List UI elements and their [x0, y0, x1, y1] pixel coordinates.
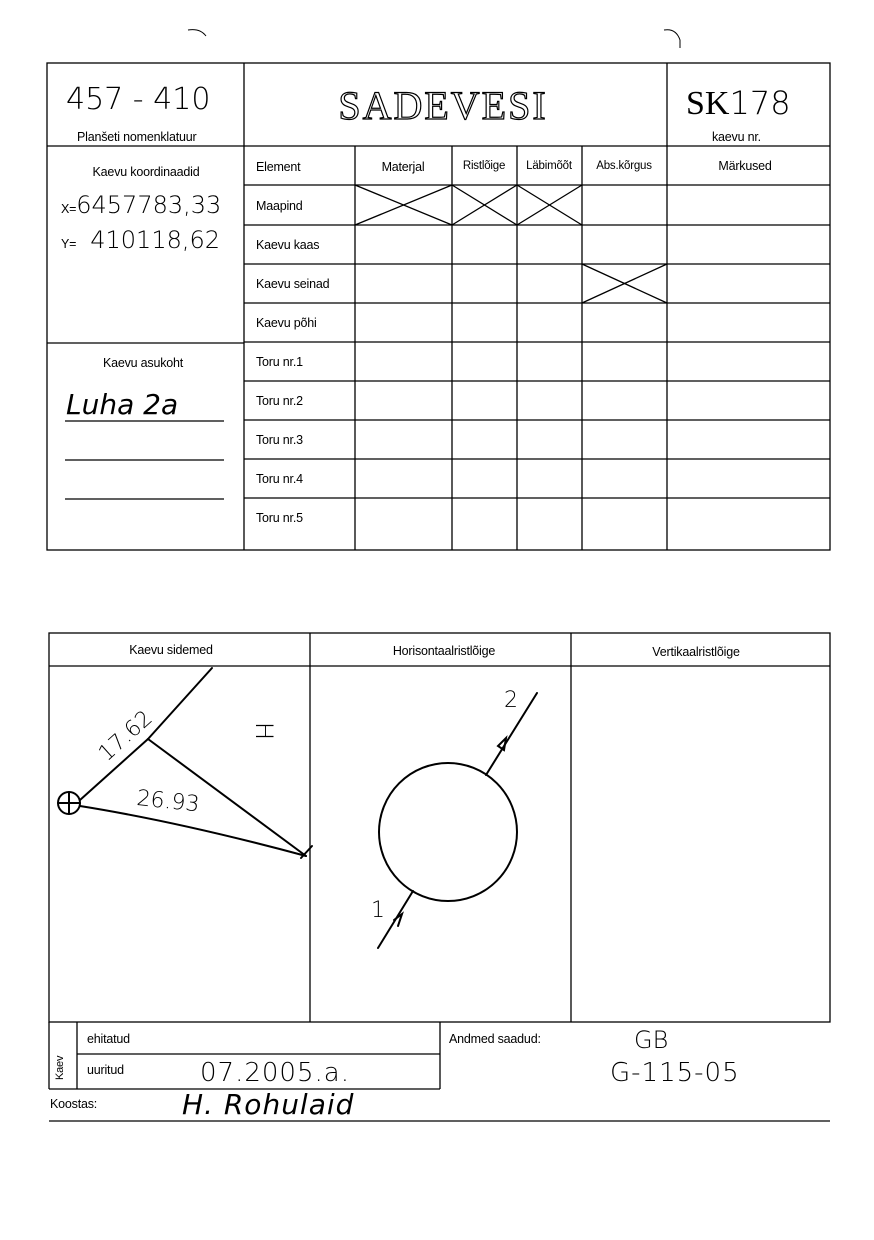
distance-label-2: 26.93 [135, 786, 201, 818]
compiled-by-label: Koostas: [50, 1097, 98, 1111]
distance-label-1: 17.62 [94, 705, 158, 767]
well-number-label: kaevu nr. [712, 130, 761, 144]
coordinate-x-label: X= [61, 202, 77, 216]
table-row-ground: Maapind [256, 199, 303, 213]
table-row-pipe-2: Toru nr.2 [256, 394, 303, 408]
surveyed-label: uuritud [87, 1063, 124, 1077]
section-links-label: Kaevu sidemed [129, 643, 213, 657]
table-row-pipe-3: Toru nr.3 [256, 433, 303, 447]
table-row-pipe-1: Toru nr.1 [256, 355, 303, 369]
table-header-cross-section: Ristlõige [462, 160, 506, 172]
section-vertical-label: Vertikaalristlõige [652, 645, 740, 659]
table-header-element: Element [256, 160, 301, 174]
table-row-well-lid: Kaevu kaas [256, 238, 320, 252]
data-received-value-1: GB [634, 1026, 669, 1054]
coordinate-x-value: 6457783,33 [76, 191, 222, 219]
location-value: Luha 2a [66, 388, 179, 421]
data-received-value-2: G-115-05 [610, 1058, 740, 1088]
location-label: Kaevu asukoht [102, 356, 184, 370]
plan-code-value: 457 - 410 [66, 82, 211, 117]
data-received-label: Andmed saadud: [449, 1032, 541, 1046]
table-row-well-walls: Kaevu seinad [256, 277, 330, 291]
table-header-diameter: Läbimõõt [526, 160, 572, 172]
table-header-abs-height: Abs.kõrgus [596, 160, 652, 172]
table-header-notes: Märkused [718, 159, 772, 173]
built-label: ehitatud [87, 1032, 130, 1046]
well-side-label: Kaev [54, 1055, 66, 1080]
section-horizontal-label: Horisontaalristlõige [392, 644, 496, 658]
table-row-well-bottom: Kaevu põhi [256, 316, 317, 330]
table-header-material: Materjal [381, 160, 425, 174]
north-label: H [250, 722, 278, 741]
page-title: SADEVESI [338, 83, 548, 128]
coordinate-y-value: 410118,62 [90, 226, 221, 254]
compiled-by-value: H. Rohulaid [182, 1088, 355, 1121]
surveyed-value: 07.2005.a. [200, 1058, 350, 1088]
table-row-pipe-4: Toru nr.4 [256, 472, 303, 486]
table-row-pipe-5: Toru nr.5 [256, 511, 303, 525]
pipe-2-label: 2 [504, 688, 518, 713]
well-number-value: 178 [729, 84, 791, 122]
well-number-prefix: SK [686, 85, 730, 122]
coordinate-y-label: Y= [61, 237, 77, 251]
plan-code-label: Planšeti nomenklatuur [77, 130, 197, 144]
coordinates-label: Kaevu koordinaadid [92, 165, 200, 179]
pipe-1-label: 1 [371, 898, 385, 923]
